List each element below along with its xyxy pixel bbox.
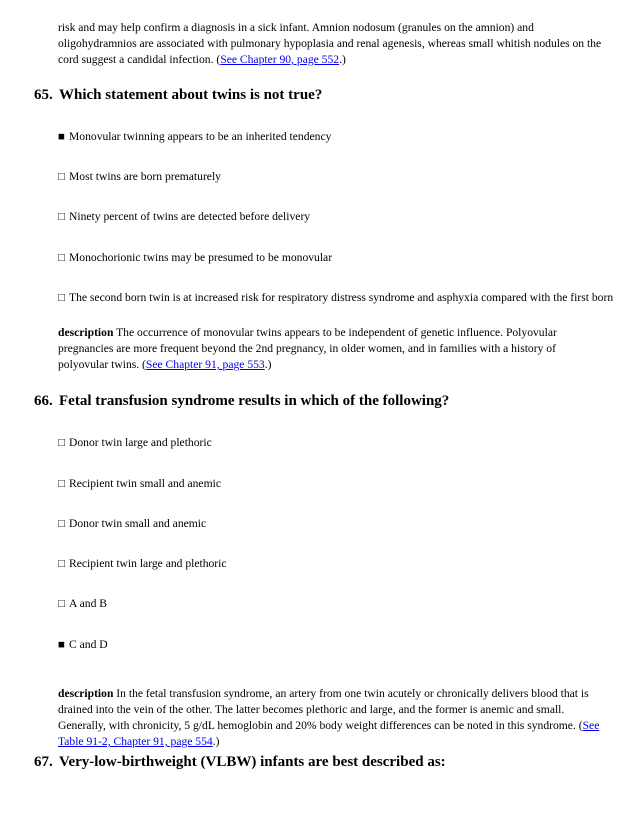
description-label: description [58,326,114,339]
checkbox-icon[interactable]: □ [58,477,66,490]
question-number: 66. [34,393,53,409]
question-66-heading [34,392,614,410]
q66-description [58,686,606,750]
q65-option-5[interactable] [58,291,618,305]
question-title: Very-low-birthweight (VLBW) infants are best described as: [59,754,446,770]
q66-option-4[interactable] [58,557,618,571]
checkbox-icon[interactable]: □ [58,597,66,610]
q65-option-1[interactable] [58,130,618,144]
selected-checkbox-icon[interactable]: ■ [58,130,66,143]
option-text: Donor twin small and anemic [69,517,207,530]
q65-option-3[interactable] [58,210,618,224]
q66-option-5[interactable] [58,597,618,611]
checkbox-icon[interactable]: □ [58,291,66,304]
description-tail: .) [264,358,272,371]
option-text: Monochorionic twins may be presumed to be monovular [69,251,333,264]
question-title: Fetal transfusion syndrome results in which of the following? [59,393,450,409]
intro-paragraph [58,20,606,68]
option-text: Ninety percent of twins are detected before delivery [69,210,311,223]
checkbox-icon[interactable]: □ [58,210,66,223]
q66-option-2[interactable] [58,477,618,491]
checkbox-icon[interactable]: □ [58,251,66,264]
description-tail: .) [212,735,220,748]
checkbox-icon[interactable]: □ [58,517,66,530]
description-label: description [58,687,114,700]
option-text: Donor twin large and plethoric [69,436,212,449]
intro-chapter-link[interactable]: See Chapter 90, page 552 [220,53,340,66]
checkbox-icon[interactable]: □ [58,557,66,570]
q65-chapter-link[interactable]: See Chapter 91, page 553 [145,358,265,371]
option-text: Most twins are born prematurely [69,170,221,183]
question-number: 67. [34,754,53,770]
question-title: Which statement about twins is not true? [59,87,323,103]
option-text: The second born twin is at increased risk for respiratory distress syndrome and asphyxia compared with the first born [69,291,614,304]
q65-option-2[interactable] [58,170,618,184]
option-text: Recipient twin small and anemic [69,477,221,490]
option-text: A and B [69,597,108,610]
intro-text: risk and may help confirm a diagnosis in a sick infant. Amnion nodosum (granules on the amnion) and oligohydramnios are associated with pulmonary hypoplasia and renal agenesis, whereas small whitish nodules on the cord suggest a candidal infection. ( [58,21,602,66]
option-text: Recipient twin large and plethoric [69,557,227,570]
selected-checkbox-icon[interactable]: ■ [58,638,66,651]
question-number: 65. [34,87,53,103]
question-65-heading [34,86,614,104]
option-text: Monovular twinning appears to be an inherited tendency [69,130,332,143]
q66-option-6[interactable] [58,638,618,652]
q66-table-link[interactable]: See Table 91-2, Chapter 91, page 554 [58,719,600,748]
option-text: C and D [69,638,108,651]
checkbox-icon[interactable]: □ [58,170,66,183]
question-67-heading [34,753,614,771]
q65-description [58,325,606,373]
description-text: The occurrence of monovular twins appears to be independent of genetic influence. Polyovular pregnancies are more frequent beyond the 2nd pregnancy, in older women, and in families with a history of polyovular twins. ( [58,326,557,371]
description-text: In the fetal transfusion syndrome, an artery from one twin acutely or chronically delivers blood that is drained into the vein of the other. The latter becomes plethoric and large, and the former is anemic and small. Generally, with chronicity, 5 g/dL hemoglobin and 20% body weight differences can be noted in this syndrome. ( [58,687,589,732]
intro-tail: .) [339,53,346,66]
q66-option-3[interactable] [58,517,618,531]
q66-option-1[interactable] [58,436,618,450]
q65-option-4[interactable] [58,251,618,265]
checkbox-icon[interactable]: □ [58,436,66,449]
